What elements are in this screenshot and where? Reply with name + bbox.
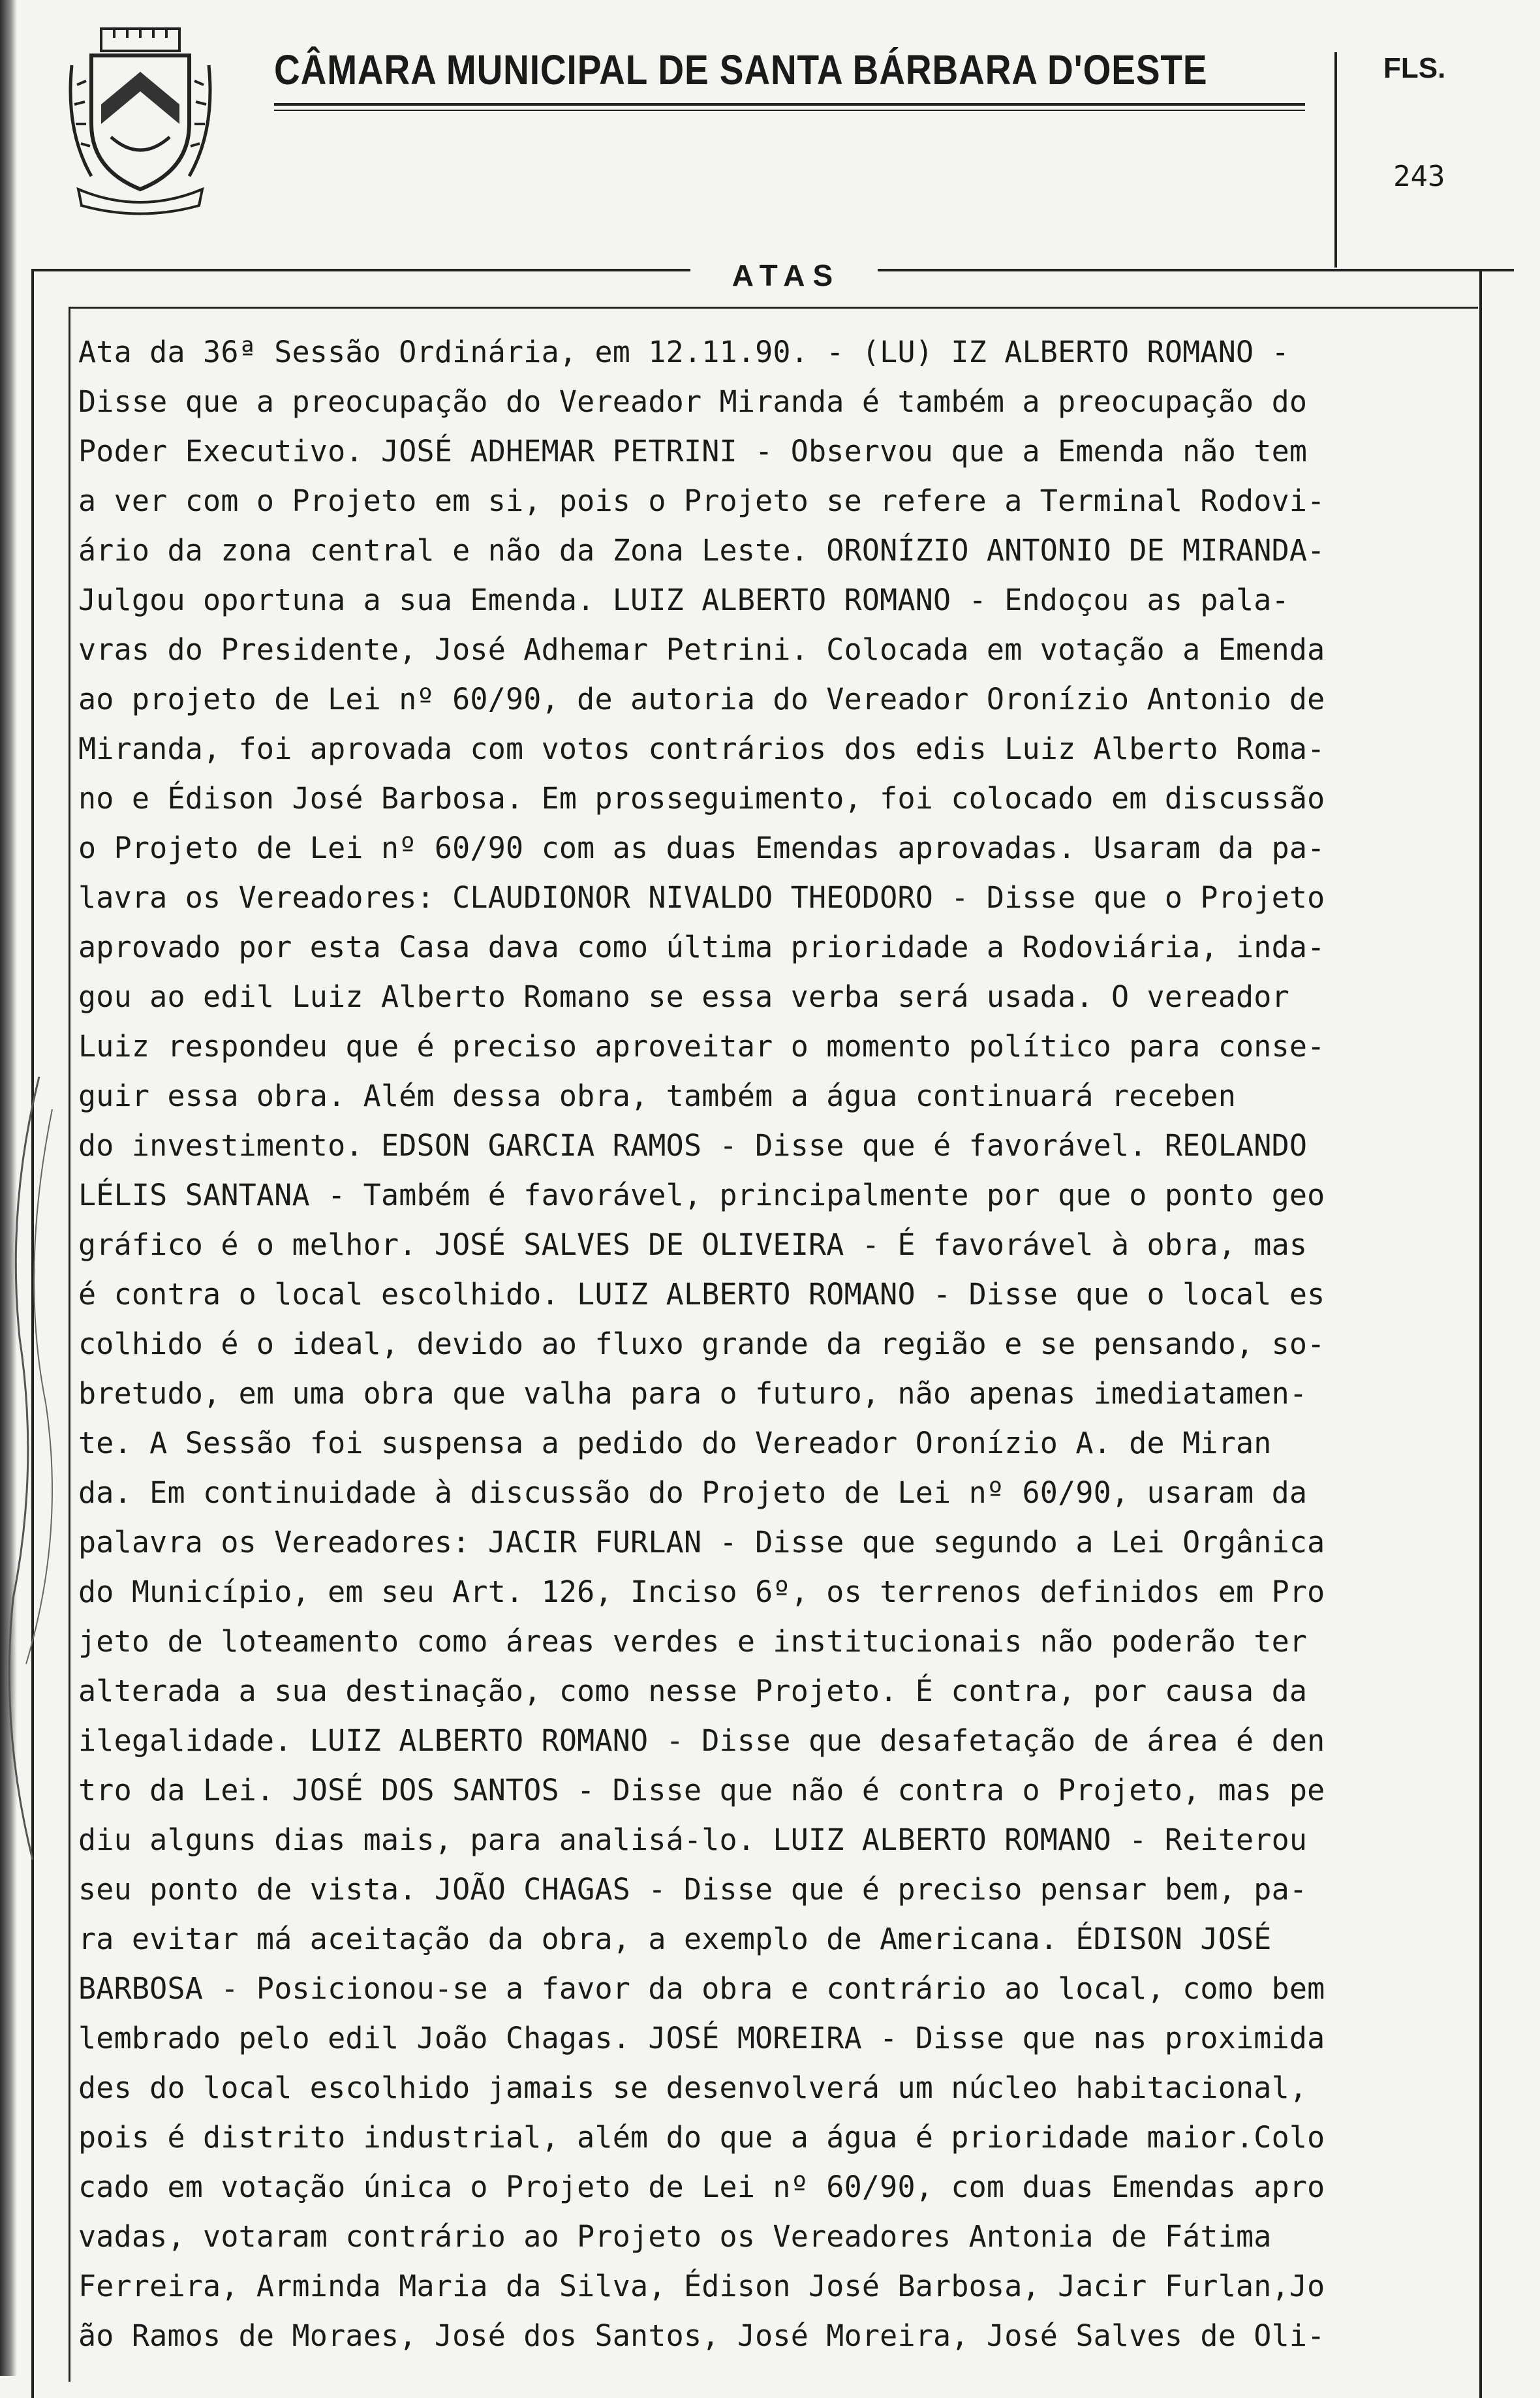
minutes-text-line: o Projeto de Lei nº 60/90 com as duas Emendas aprovadas. Usaram da pa- <box>78 831 1325 865</box>
minutes-text-line: bretudo, em uma obra que valha para o futuro, não apenas imediatamen- <box>78 1376 1308 1411</box>
minutes-text-line: seu ponto de vista. JOÃO CHAGAS - Disse que é preciso pensar bem, pa- <box>78 1872 1308 1907</box>
minutes-text-line: Ferreira, Arminda Maria da Silva, Édison José Barbosa, Jacir Furlan,Jo <box>78 2269 1325 2303</box>
minutes-text-line: diu alguns dias mais, para analisá-lo. LUIZ ALBERTO ROMANO - Reiterou <box>78 1822 1308 1857</box>
minutes-text-line: Luiz respondeu que é preciso aproveitar o momento político para conse- <box>78 1029 1325 1064</box>
minutes-text-line: ário da zona central e não da Zona Leste. ORONÍZIO ANTONIO DE MIRANDA- <box>78 533 1325 568</box>
minutes-text-line: tro da Lei. JOSÉ DOS SANTOS - Disse que não é contra o Projeto, mas pe <box>78 1773 1325 1807</box>
municipal-coat-of-arms-icon <box>65 26 215 215</box>
minutes-text-line: ilegalidade. LUIZ ALBERTO ROMANO - Disse que desafetação de área é den <box>78 1723 1325 1758</box>
minutes-text-line: guir essa obra. Além dessa obra, também a água continuará receben <box>78 1079 1236 1113</box>
minutes-text-line: é contra o local escolhido. LUIZ ALBERTO ROMANO - Disse que o local es <box>78 1277 1325 1312</box>
minutes-text-line: gou ao edil Luiz Alberto Romano se essa verba será usada. O vereador <box>78 979 1289 1014</box>
minutes-text-line: alterada a sua destinação, como nesse Projeto. É contra, por causa da <box>78 1674 1308 1708</box>
minutes-text-line: no e Édison José Barbosa. Em prosseguimento, foi colocado em discussão <box>78 781 1325 816</box>
folio-number: 243 <box>1393 160 1445 193</box>
folio-label: FLS. <box>1383 52 1446 84</box>
minutes-text-line: pois é distrito industrial, além do que a água é prioridade maior.Colo <box>78 2120 1325 2155</box>
minutes-text-line: do investimento. EDSON GARCIA RAMOS - Disse que é favorável. REOLANDO <box>78 1128 1308 1163</box>
minutes-text-line: a ver com o Projeto em si, pois o Projeto se refere a Terminal Rodovi- <box>78 484 1325 518</box>
minutes-text-line: Disse que a preocupação do Vereador Miranda é também a preocupação do <box>78 384 1308 419</box>
minutes-text-line: aprovado por esta Casa dava como última prioridade a Rodoviária, inda- <box>78 930 1325 964</box>
minutes-text-line: jeto de loteamento como áreas verdes e institucionais não poderão ter <box>78 1624 1308 1659</box>
minutes-text-line: cado em votação única o Projeto de Lei nº 60/90, com duas Emendas apro <box>78 2170 1325 2204</box>
minutes-text-line: lavra os Vereadores: CLAUDIONOR NIVALDO THEODORO - Disse que o Projeto <box>78 880 1325 915</box>
minutes-text-line: BARBOSA - Posicionou-se a favor da obra e contrário ao local, como bem <box>78 1971 1325 2006</box>
section-title: ATAS <box>732 258 841 292</box>
minutes-text-line: colhido é o ideal, devido ao fluxo grande da região e se pensando, so- <box>78 1327 1325 1361</box>
minutes-text-line: Julgou oportuna a sua Emenda. LUIZ ALBERTO ROMANO - Endoçou as pala- <box>78 583 1289 617</box>
minutes-text-line: Poder Executivo. JOSÉ ADHEMAR PETRINI - Observou que a Emenda não tem <box>78 434 1308 469</box>
minutes-text-line: Ata da 36ª Sessão Ordinária, em 12.11.90. - (LU) IZ ALBERTO ROMANO - <box>78 335 1289 369</box>
minutes-text-line: vras do Presidente, José Adhemar Petrini. Colocada em votação a Emenda <box>78 632 1325 667</box>
minutes-text-line: da. Em continuidade à discussão do Projeto de Lei nº 60/90, usaram da <box>78 1475 1308 1510</box>
minutes-text-line: gráfico é o melhor. JOSÉ SALVES DE OLIVEIRA - É favorável à obra, mas <box>78 1227 1308 1262</box>
minutes-text-line: palavra os Vereadores: JACIR FURLAN - Disse que segundo a Lei Orgânica <box>78 1525 1325 1560</box>
handwritten-margin-mark-icon <box>0 1077 78 1925</box>
minutes-text-line: Miranda, foi aprovada com votos contrários dos edis Luiz Alberto Roma- <box>78 731 1325 766</box>
minutes-text-line: ao projeto de Lei nº 60/90, de autoria do Vereador Oronízio Antonio de <box>78 682 1325 716</box>
minutes-text-line: vadas, votaram contrário ao Projeto os Vereadores Antonia de Fátima <box>78 2219 1272 2254</box>
minutes-text-line: des do local escolhido jamais se desenvolverá um núcleo habitacional, <box>78 2070 1308 2105</box>
minutes-text-line: do Município, em seu Art. 126, Inciso 6º, os terrenos definidos em Pro <box>78 1575 1325 1609</box>
header-rule <box>274 103 1305 106</box>
minutes-text-line: lembrado pelo edil João Chagas. JOSÉ MOREIRA - Disse que nas proximida <box>78 2021 1325 2055</box>
minutes-text-line: ão Ramos de Moraes, José dos Santos, José Moreira, José Salves de Oli- <box>78 2318 1325 2353</box>
minutes-text-line: te. A Sessão foi suspensa a pedido do Vereador Oronízio A. de Miran <box>78 1426 1272 1460</box>
minutes-text-line: ra evitar má aceitação da obra, a exemplo de Americana. ÉDISON JOSÉ <box>78 1922 1272 1956</box>
minutes-top-rule <box>69 307 1478 309</box>
minutes-text-line: LÉLIS SANTANA - Também é favorável, principalmente por que o ponto geo <box>78 1178 1325 1212</box>
header-rule-thin <box>274 110 1305 111</box>
folio-divider <box>1334 52 1337 268</box>
chamber-title: CÂMARA MUNICIPAL DE SANTA BÁRBARA D'OESTE <box>274 46 1208 93</box>
